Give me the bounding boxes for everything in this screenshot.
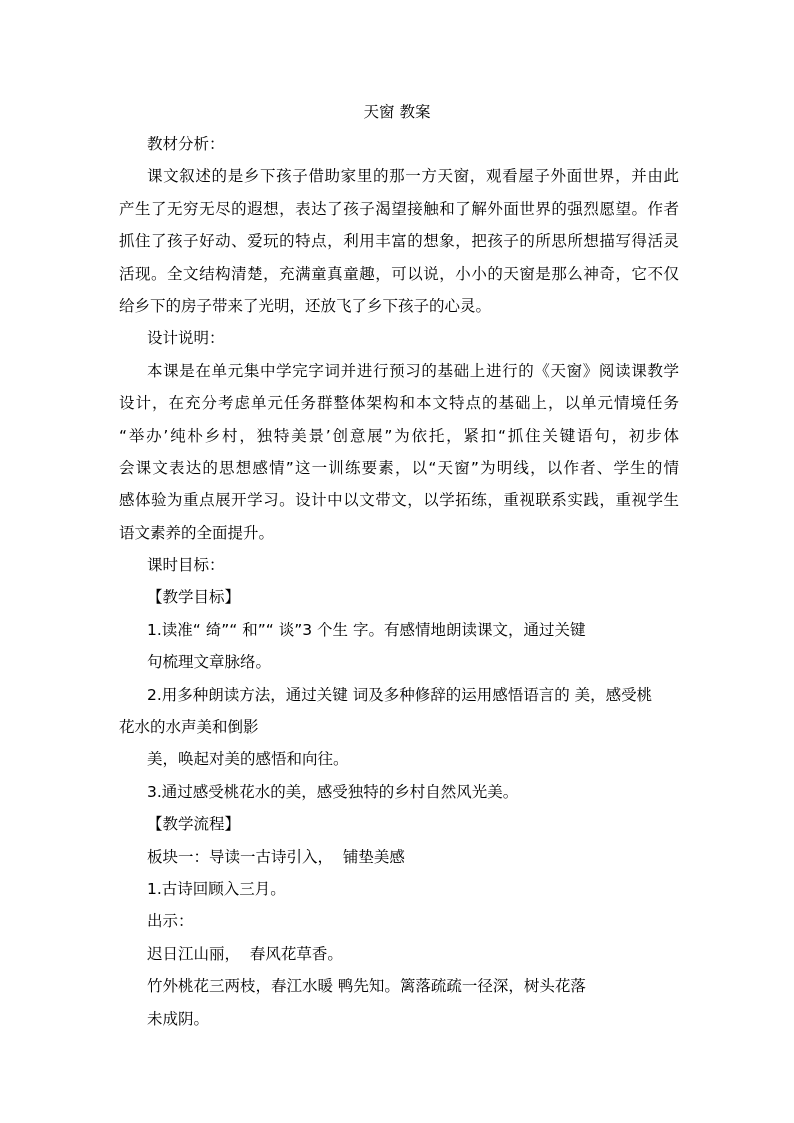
paragraph-line: 抓住了孩子好动、爱玩的特点，利用丰富的想象，把孩子的所思所想描写得活灵 [119,232,679,251]
poem-line-1: 迟日江山丽， 春风花草香。 [147,944,343,963]
section-heading-design-notes: 设计说明： [147,329,225,348]
paragraph-line: 语文素养的全面提升。 [119,523,275,542]
poem-line-2: 竹外桃花三两枝，春江水暖 鸭先知。篱落疏疏一径深，树头花落 [147,977,586,996]
document-body [119,128,679,1035]
goal-item-2-continued: 美，唤起对美的感悟和向往。 [147,750,349,769]
section-heading-material-analysis: 教材分析： [147,135,225,153]
process-block-1-heading: 板块一：导读一古诗引入， 铺垫美感 [147,847,405,866]
paragraph-line: 产生了无穷无尽的遐想，表达了孩子渴望接触和了解外面世界的强烈愿望。作者 [119,199,679,218]
goal-item-1-continued: 句梳理文章脉络。 [147,653,272,672]
paragraph-line: 会课文表达的思想感情”这一训练要素，以“天窗”为明线，以作者、学生的情 [119,458,679,477]
subheading-teaching-process: 【教学流程】 [147,815,241,834]
show-label: 出示： [147,912,194,931]
process-step-1: 1.古诗回顾入三月。 [147,879,286,898]
goal-item-2: 2.用多种朗读方法，通过关键 词及多种修辞的运用感悟语言的 美，感受桃 [147,685,653,704]
goal-item-3: 3.通过感受桃花水的美，感受独特的乡村自然风光美。 [147,782,519,801]
paragraph-line: 活现。全文结构清楚，充满童真童趣，可以说，小小的天窗是那么神奇，它不仅 [119,264,679,283]
subheading-teaching-goals: 【教学目标】 [147,588,241,607]
paragraph-line: 课文叙述的是乡下孩子借助家里的那一方天窗，观看屋子外面世界，并由此 [147,167,679,186]
poem-line-2-continued: 未成阴。 [147,1009,210,1028]
paragraph-line: 感体验为重点展开学习。设计中以文带文，以学拓练，重视联系实践，重视学生 [119,491,679,510]
goal-item-1: 1.读准“ 绮”“ 和”“ 谈”3 个生 字。有感情地朗读课文，通过关键 [147,620,586,639]
goal-item-2-continued: 花水的水声美和倒影 [119,718,259,737]
paragraph-line: 本课是在单元集中学完字词并进行预习的基础上进行的《天窗》阅读课教学 [147,361,679,380]
section-heading-lesson-goals: 课时目标： [147,556,225,575]
paragraph-line: 给乡下的房子带来了光明，还放飞了乡下孩子的心灵。 [119,296,492,315]
paragraph-line: 设计，在充分考虑单元任务群整体架构和本文特点的基础上，以单元情境任务 [119,394,679,413]
document-title: 天窗 教案 [363,103,431,121]
paragraph-line: “举办’纯朴乡村，独特美景’创意展”为依托，紧扣“抓住关键语句，初步体 [119,426,679,445]
